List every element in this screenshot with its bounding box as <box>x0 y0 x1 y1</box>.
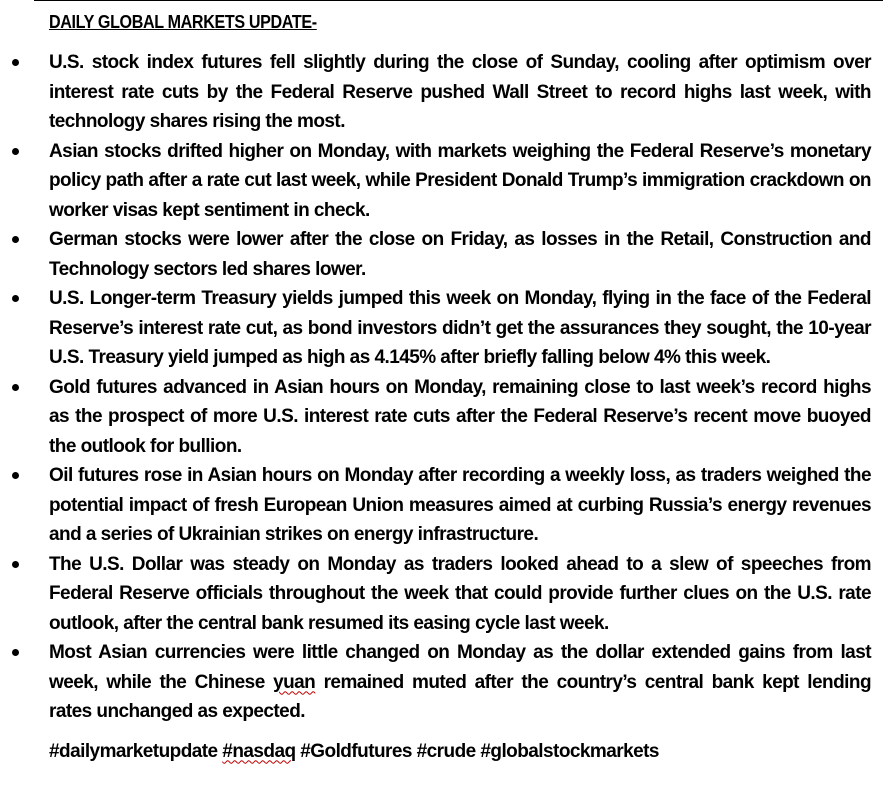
spellcheck-flagged-word: yuan <box>273 671 316 693</box>
page-top-border <box>34 0 883 1</box>
bullet-text: U.S. stock index futures fell slightly during the close of Sunday, cooling after optimism over interest rate cuts by the Federal Reserve pushed Wall Street to record highs last week, with technology shares rising the most. <box>49 52 871 132</box>
bullet-item-oil-futures <box>0 461 871 550</box>
bullet-item-german-stocks <box>0 225 871 284</box>
hashtag-text: #Goldfutures #crude #globalstockmarkets <box>295 740 659 762</box>
bullet-text: Asian stocks drifted higher on Monday, with markets weighing the Federal Reserve’s monetary policy path after a rate cut last week, while President Donald Trump’s immigration crackdown on worker visas kept sentiment in check. <box>49 140 871 221</box>
bullet-icon <box>12 236 19 243</box>
bullet-text: The U.S. Dollar was steady on Monday as traders looked ahead to a slew of speeches from Federal Reserve officials throughout the week that could provide further clues on the U.S. rate outlook, after the central bank resumed its easing cycle last week. <box>49 553 871 634</box>
bullet-text: U.S. Longer-term Treasury yields jumped this week on Monday, flying in the face of the Federal Reserve’s interest rate cut, as bond investors didn’t get the assurances they sought, the 10-year U.S. Treasury yield jumped as high as 4.145% after briefly falling below 4% this week. <box>49 288 871 368</box>
bullet-text: Oil futures rose in Asian hours on Monday after recording a weekly loss, as traders weighed the potential impact of fresh European Union measures aimed at curbing Russia’s energy revenues and a series of Ukrainian strikes on energy infrastructure. <box>49 465 871 545</box>
bullet-text-part: remained muted after the country’s central bank kept lending rates unchanged as expected. <box>49 671 871 722</box>
bullet-item-treasury-yields <box>0 284 871 373</box>
bullet-item-asian-currencies <box>0 638 871 727</box>
bullet-icon <box>12 472 19 479</box>
bullet-text: Gold futures advanced in Asian hours on Monday, remaining close to last week’s record highs as the prospect of more U.S. interest rate cuts after the Federal Reserve’s recent move buoyed the outlook for bullion. <box>49 376 871 457</box>
bullet-icon <box>12 561 19 568</box>
bullet-icon <box>12 148 19 155</box>
bullet-item-gold-futures <box>0 373 871 462</box>
document-body <box>0 7 883 767</box>
bullet-icon <box>12 649 19 656</box>
hashtag-text: #dailymarketupdate <box>49 740 223 762</box>
bullet-item-asian-stocks <box>0 137 871 226</box>
bullet-item-us-dollar <box>0 550 871 639</box>
spellcheck-flagged-hashtag: #nasdaq <box>222 740 296 762</box>
bullet-icon <box>12 384 19 391</box>
document-title: DAILY GLOBAL MARKETS UPDATE- <box>49 11 317 32</box>
hashtag-line <box>49 737 883 767</box>
bullet-icon <box>12 295 19 302</box>
bullet-text-part: Most Asian currencies were little changed on Monday as the dollar extended gains from last week, while the Chinese <box>49 642 871 693</box>
bullet-list <box>0 48 883 727</box>
bullet-text: German stocks were lower after the close on Friday, as losses in the Retail, Construction and Technology sectors led shares lower. <box>49 229 871 280</box>
bullet-icon <box>12 59 19 66</box>
bullet-item-us-futures <box>0 48 871 137</box>
